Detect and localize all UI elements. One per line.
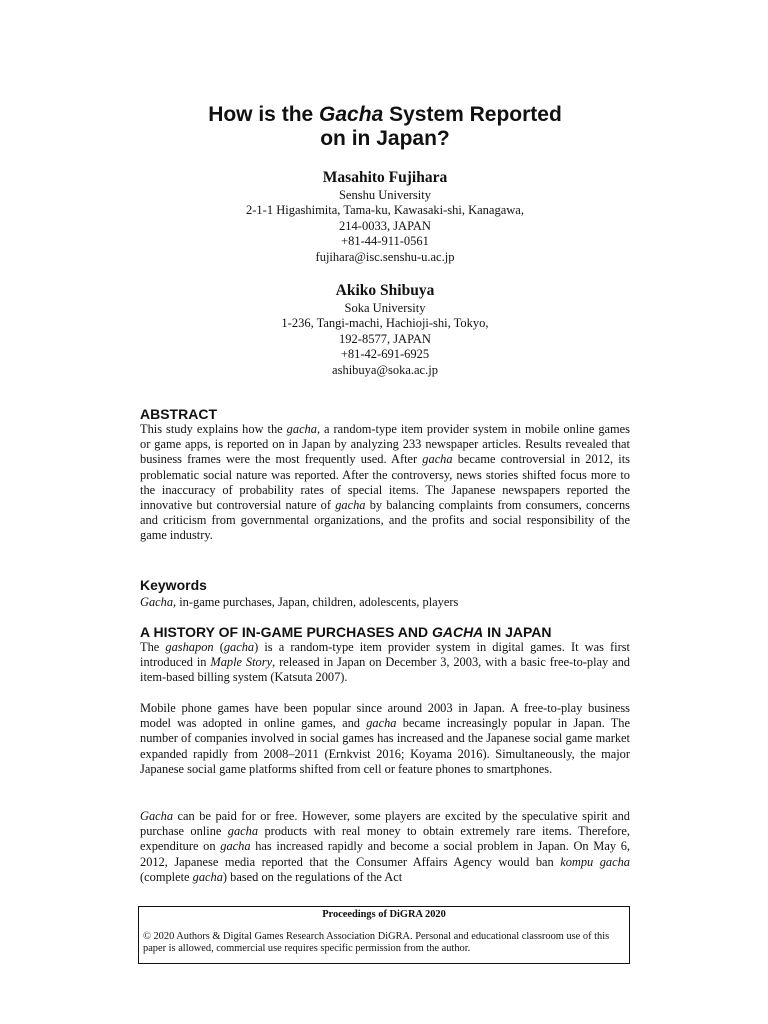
abstract-heading: ABSTRACT — [140, 406, 217, 422]
author-name: Masahito Fujihara — [322, 169, 448, 186]
abstract-text: This study explains how the — [140, 422, 287, 436]
history-heading-text-2: IN JAPAN — [483, 624, 552, 640]
abstract-italic: gacha — [335, 498, 366, 513]
keywords-heading: Keywords — [140, 577, 207, 593]
paragraph-text: can be paid for or free. However, some players are excited by the speculative spirit and purchase online — [140, 809, 630, 839]
paragraph-text: has increased rapidly and become a social problem in Japan. On May 6, 2012, Japanese media reported that the Consumer Affairs Agency would ban — [140, 839, 630, 869]
title-text-1: How is the — [208, 103, 320, 126]
author-address-line-2: 192-8577, JAPAN — [339, 331, 431, 346]
author-1 — [138, 168, 632, 265]
paragraph-text: ) based on the regulations of the Act — [222, 869, 403, 884]
history-paragraph-3 — [140, 809, 630, 885]
abstract-italic: gacha — [422, 452, 453, 467]
paragraph-text: became increasingly popular in Japan. The number of companies involved in social games has increased and the Japanese social game market expanded rapidly from 2008–2011 (Ernkvist 2016; Koyama 2016). Simultaneously, the major Japanese social game platforms shifted from cell or feature phones to smartphones. — [140, 716, 631, 776]
author-address-line-1: 2-1-1 Higashimita, Tama-ku, Kawasaki-shi, Kanagawa, — [246, 203, 524, 218]
paragraph-text: products with real money to obtain extremely rare items. Therefore, expenditure on — [140, 824, 630, 854]
paragraph-italic: Gacha — [140, 809, 174, 823]
paragraph-text: (complete — [140, 869, 193, 884]
abstract-text: by balancing complaints from consumers, concerns and criticism from governmental organizations, and the profits and social responsibility of the game industry. — [140, 498, 630, 543]
proceedings-title: Proceedings of DiGRA 2020 — [322, 909, 446, 920]
author-affiliation: Soka University — [344, 301, 426, 315]
abstract-text: became controversial in 2012, its problematic social nature was reported. After the controversy, news stories shifted focus more to the inaccuracy of probability rates of special items. The Japanese newspapers reported the innovative but controversial nature of — [140, 452, 630, 513]
author-email: ashibuya@soka.ac.jp — [332, 362, 438, 377]
paragraph-italic: gacha — [227, 824, 259, 839]
paragraph-italic: gashapon — [165, 640, 214, 654]
abstract-paragraph — [140, 422, 630, 544]
keywords-list — [140, 595, 630, 610]
title-text-2: System Reported — [383, 103, 562, 126]
paragraph-text: , released in Japan on December 3, 2003, with a basic free-to-play and item-based billing system (Katsuta 2007). — [140, 655, 630, 685]
history-paragraph-2 — [140, 701, 630, 777]
paragraph-italic: Maple Story — [210, 655, 273, 670]
copyright-notice: © 2020 Authors & Digital Games Research Association DiGRA. Personal and educational classroom use of this paper is allowed, commercial use requires specific permission from the author. — [143, 930, 610, 954]
paper-title — [138, 103, 632, 151]
abstract-italic: gacha — [286, 422, 317, 436]
keywords-text: , in-game purchases, Japan, children, adolescents, players — [173, 595, 459, 609]
keywords-italic: Gacha — [140, 595, 174, 609]
paragraph-text: ) is a random-type item provider system in digital games. It was first introduced in — [140, 640, 630, 670]
author-email: fujihara@isc.senshu-u.ac.jp — [315, 249, 455, 264]
author-phone: +81-42-691-6925 — [340, 347, 430, 362]
history-heading-italic: GACHA — [431, 624, 484, 640]
author-2 — [138, 281, 632, 378]
paragraph-italic: gacha — [220, 839, 251, 854]
paragraph-text: The — [140, 640, 166, 654]
author-name: Akiko Shibuya — [335, 282, 435, 299]
paragraph-italic: kompu gacha — [560, 854, 630, 869]
abstract-text: , a random-type item provider system in mobile online games or game apps, is reported on in Japan by analyzing 233 newspaper articles. Results revealed that business frames were the most frequently used. After — [140, 422, 630, 467]
history-heading-text-1: A HISTORY OF IN-GAME PURCHASES AND — [140, 624, 432, 640]
paragraph-italic: gacha — [192, 869, 223, 884]
author-phone: +81-44-911-0561 — [341, 234, 429, 249]
paragraph-italic: gacha — [366, 716, 397, 731]
proceedings-footer-box — [138, 906, 630, 964]
author-affiliation: Senshu University — [338, 188, 431, 202]
title-line-2: on in Japan? — [320, 127, 450, 150]
paragraph-italic: gacha — [223, 640, 255, 654]
author-address-line-2: 214-0033, JAPAN — [339, 218, 431, 233]
title-italic: Gacha — [319, 103, 384, 126]
paragraph-text: Mobile phone games have been popular since around 2003 in Japan. A free-to-play business model was adopted in online games, and — [140, 701, 630, 731]
paragraph-text: ( — [213, 640, 224, 654]
history-heading — [140, 624, 552, 640]
author-address-line-1: 1-236, Tangi-machi, Hachioji-shi, Tokyo, — [281, 316, 489, 331]
history-paragraph-1 — [140, 640, 630, 686]
